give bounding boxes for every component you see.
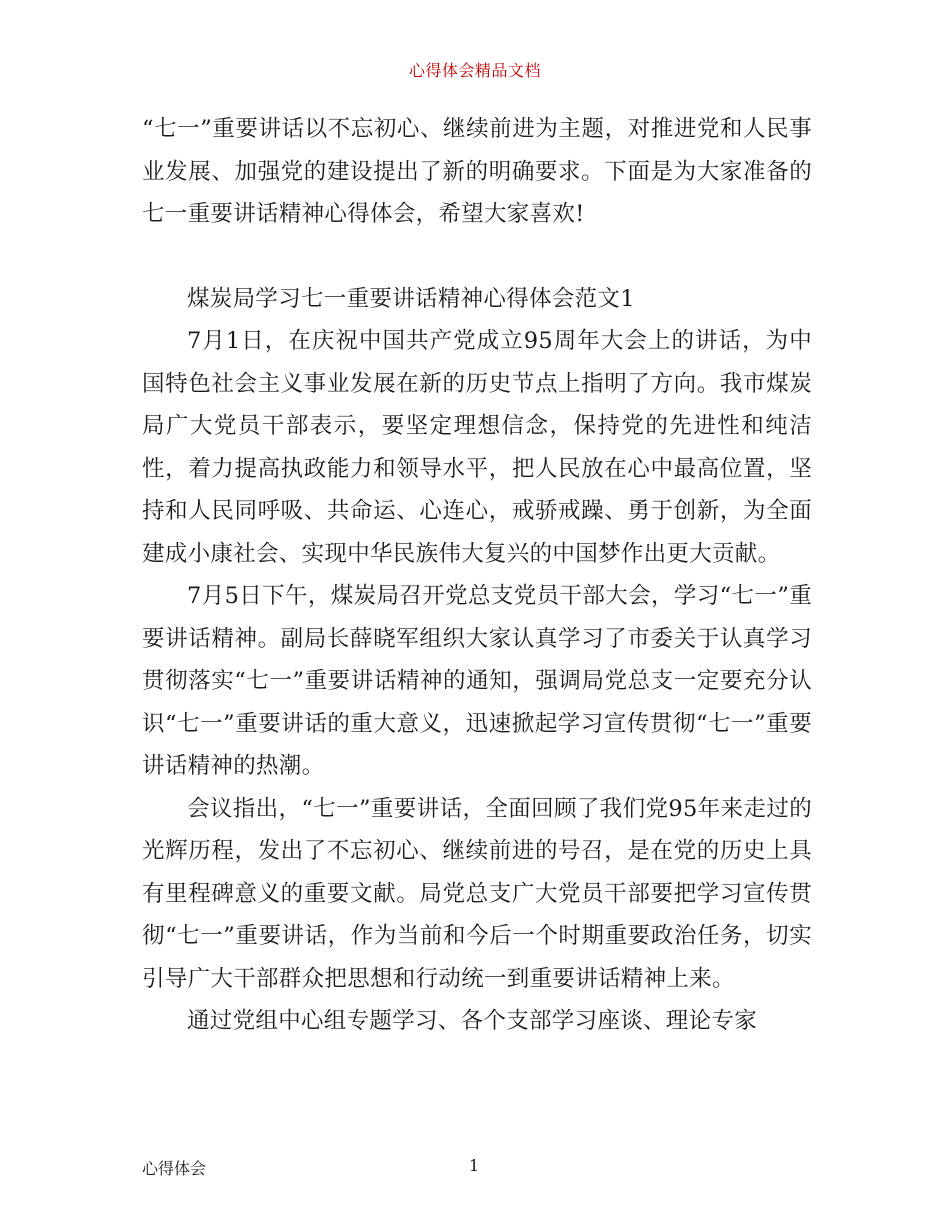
- page-header: 心得体会精品文档: [408, 61, 541, 80]
- intro-paragraph: “七一”重要讲话以不忘初心、继续前进为主题，对推进党和人民事业发展、加强党的建设提出了新的明确要求。下面是为大家准备的七一重要讲话精神心得体会，希望大家喜欢!: [142, 116, 812, 227]
- body-paragraph-3: 会议指出，“七一”重要讲话，全面回顾了我们党95年来走过的光辉历程，发出了不忘初心、继续前进的号召，是在党的历史上具有里程碑意义的重要文献。局党总支广大党员干部要把学习宣传贯彻“七一”重要讲话，作为当前和今后一个时期重要政治任务，切实引导广大干部群众把思想和行动统一到重要讲话精神上来。: [142, 795, 812, 992]
- page-number: 1: [469, 1156, 480, 1175]
- body-paragraph-2: 7月5日下午，煤炭局召开党总支党员干部大会，学习“七一”重要讲话精神。副局长薛晓军组织大家认真学习了市委关于认真学习贯彻落实“七一”重要讲话精神的通知，强调局党总支一定要充分认识“七一”重要讲话的重大意义，迅速掀起学习宣传贯彻“七一”重要讲话精神的热潮。: [142, 583, 812, 779]
- body-paragraph-4: 通过党组中心组专题学习、各个支部学习座谈、理论专家: [187, 1008, 758, 1034]
- body-paragraph-1: 7月1日，在庆祝中国共产党成立95周年大会上的讲话，为中国特色社会主义事业发展在新的历史节点上指明了方向。我市煤炭局广大党员干部表示，要坚定理想信念，保持党的先进性和纯洁性，着力提高执政能力和领导水平，把人民放在心中最高位置，坚持和人民同呼吸、共命运、心连心，戒骄戒躁、勇于创新，为全面建成小康社会、实现中华民族伟大复兴的中国梦作出更大贡献。: [142, 328, 812, 567]
- document-body: [142, 108, 812, 1043]
- footer-label: 心得体会: [142, 1159, 207, 1178]
- section-title: 煤炭局学习七一重要讲话精神心得体会范文1: [187, 285, 635, 312]
